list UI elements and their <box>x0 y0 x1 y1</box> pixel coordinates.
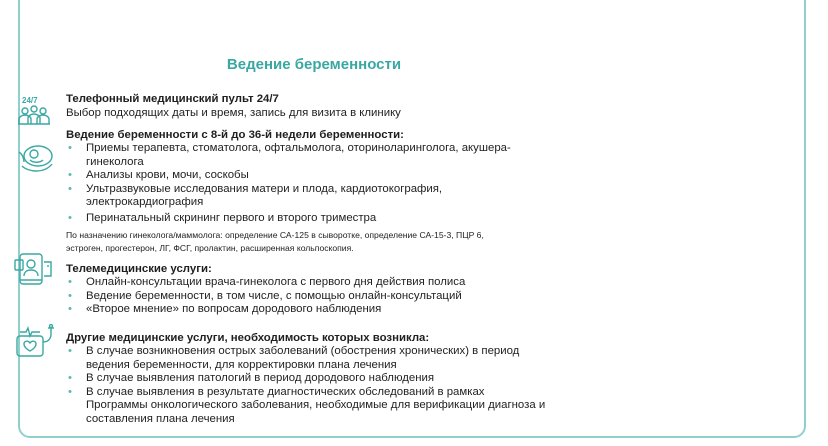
list-item: • «Второе мнение» по вопросам дородового наблюдения <box>66 303 626 317</box>
telemed-section <box>66 262 626 317</box>
list-item: • Ультразвуковые исследования матери и плода, кардиотокография, электрокардиография <box>66 183 626 210</box>
list-item: • Ведение беременности, в том числе, с помощью онлайн-консультаций <box>66 290 626 304</box>
pregnancy-list <box>66 142 626 226</box>
phone-section <box>66 92 401 120</box>
list-item: • В случае выявления патологий в период дородового наблюдения <box>66 372 626 386</box>
pregnancy-section <box>66 128 626 255</box>
telemedicine-icon <box>14 252 54 288</box>
stethoscope-heart-icon <box>14 324 56 360</box>
icon-label-24-7: 24/7 <box>22 96 38 105</box>
other-heading: Другие медицинские услуги, необходимость которых возникла: <box>66 332 430 344</box>
list-item: • Анализы крови, мочи, соскобы <box>66 169 626 183</box>
pregnancy-icon <box>16 140 56 176</box>
telemed-list <box>66 276 626 317</box>
pregnancy-note: По назначению гинеколога/маммолога: определение СА-125 в сыворотке, определение СА-15-3, ПЦР 6, эстроген, прогестерон, ЛГ, ФСГ, пролактин, расширенная кольпоскопия. <box>66 229 484 253</box>
call-center-24-7-icon <box>16 94 52 126</box>
pregnancy-heading: Ведение беременности с 8-й до 36-й недели беременности: <box>66 129 404 141</box>
page-title: Ведение беременности <box>226 56 402 73</box>
list-item: • Приемы терапевта, стоматолога, офтальмолога, оториноларинголога, акушера- гинеколога <box>66 142 626 169</box>
phone-text: Выбор подходящих даты и время, запись для визита в клинику <box>66 107 401 119</box>
other-section <box>66 331 626 427</box>
telemed-heading: Телемедицинские услуги: <box>66 263 212 275</box>
list-item: • Перинатальный скрининг первого и второго триместра <box>66 212 626 226</box>
phone-heading: Телефонный медицинский пульт 24/7 <box>66 93 279 105</box>
other-list <box>66 345 626 427</box>
list-item: • Онлайн-консультации врача-гинеколога с первого дня действия полиса <box>66 276 626 290</box>
list-item: • В случае выявления в результате диагностических обследований в рамках Программы онкологического заболевания, необходимые для верификации диагноза и составления плана лечения <box>66 386 626 427</box>
list-item: • В случае возникновения острых заболеваний (обострения хронических) в период ведения беременности, для корректировки плана лечения <box>66 345 626 372</box>
